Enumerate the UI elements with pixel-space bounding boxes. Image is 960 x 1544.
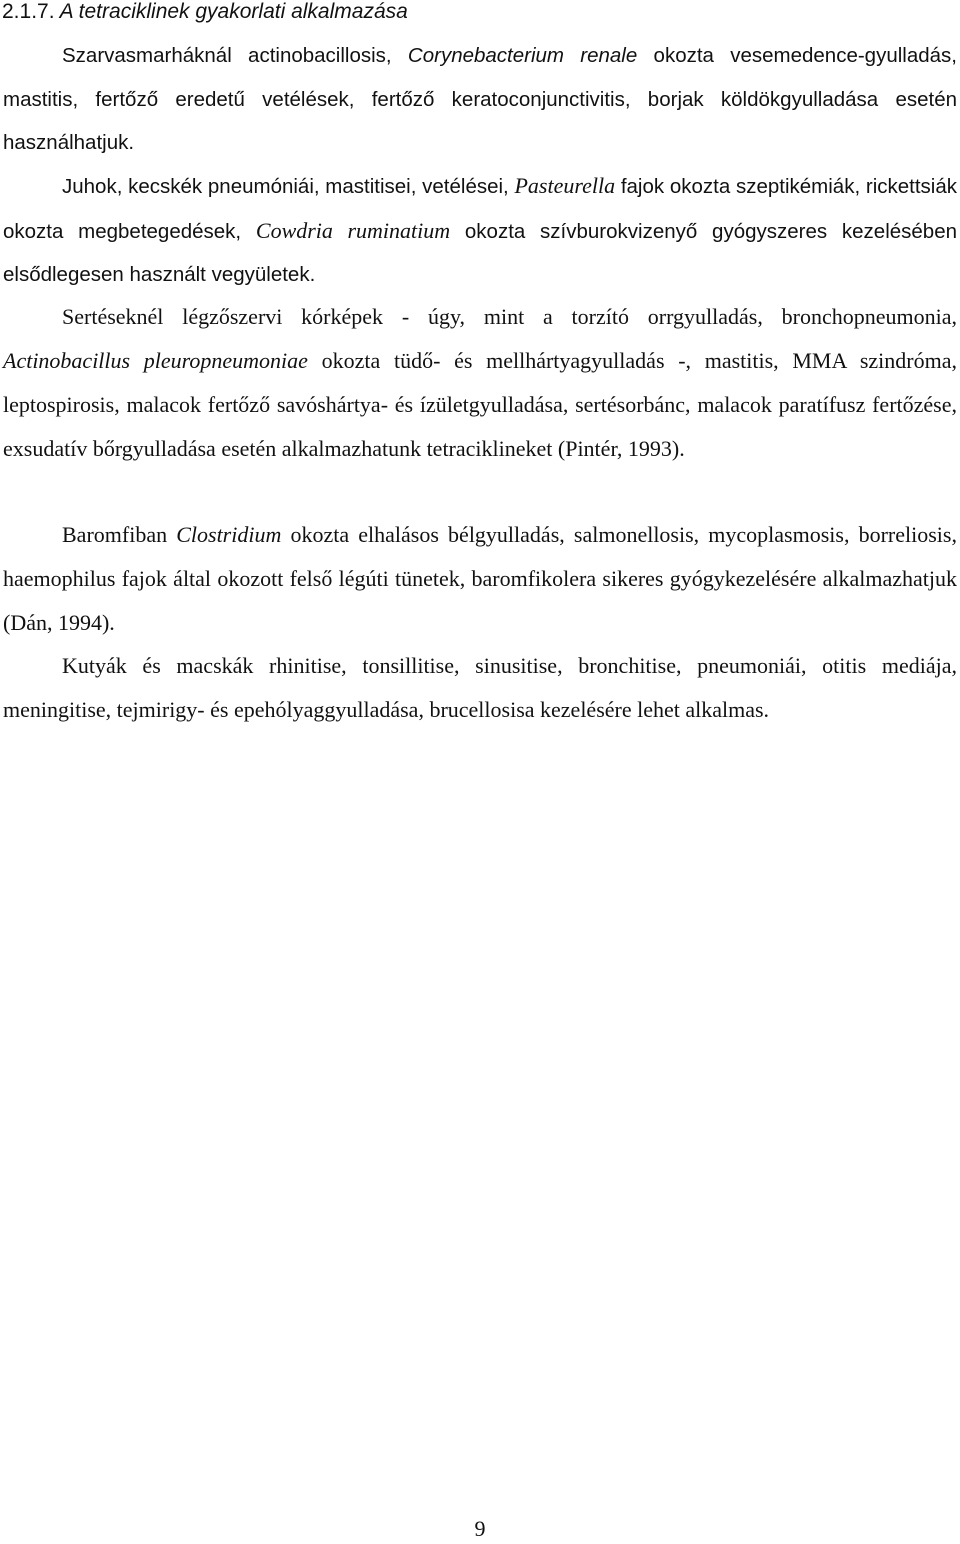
section-title: A tetraciklinek gyakorlati alkalmazása xyxy=(59,0,408,23)
page-number: 9 xyxy=(474,1516,486,1541)
text-run: Sertéseknél légzőszervi kórképek - úgy, mint a torzító orrgyulladás, bronchopneumonia, xyxy=(62,304,957,329)
section-heading xyxy=(2,0,408,26)
paragraph-sheep-goats xyxy=(3,164,957,297)
italic-term: Pasteurella xyxy=(514,173,616,198)
text-run: Szarvasmarháknál actinobacillosis, xyxy=(62,44,408,67)
italic-term: Actinobacillus pleuropneumoniae xyxy=(3,348,308,373)
text-run: fajok okozta szeptikémiák, rickettsiák okozta megbetegedések, xyxy=(3,175,958,243)
italic-term: Corynebacterium renale xyxy=(407,44,638,67)
text-run: okozta elhalásos bélgyulladás, salmonellosis, mycoplasmosis, borreliosis, haemophilus fajok által okozott felső légúti tünetek, baromfikolera sikeres gyógykezelésére alkalmazhatjuk (Dán, 1994). xyxy=(3,522,957,635)
text-run: okozta tüdő- és mellhártyagyulladás -, mastitis, MMA szindróma, leptospirosis, malacok fertőző savóshártya- és ízületgyulladása, sertésorbánc, malacok paratífusz fertőzése, exsudatív bőrgyulladása esetén alkalmazhatunk tetraciklineket (Pintér, 1993). xyxy=(3,348,957,461)
paragraph-poultry xyxy=(3,513,957,645)
italic-term: Cowdria ruminatium xyxy=(255,217,451,243)
text-run: Baromfiban xyxy=(62,522,177,547)
section-number: 2.1.7. xyxy=(2,0,55,23)
text-run: Kutyák és macskák rhinitise, tonsillitise, sinusitise, bronchitise, pneumoniái, otitis mediája, meningitise, tejmirigy- és epehólyaggyulladása, brucellosisa kezelésére lehet alkalmas. xyxy=(3,653,957,722)
text-run: okozta szívburokvizenyő gyógyszeres kezelésében elsődlegesen használt vegyületek. xyxy=(3,219,957,286)
paragraph-dogs-cats xyxy=(3,644,957,732)
text-run: Juhok, kecskék pneumóniái, mastitisei, vetélései, xyxy=(62,175,515,198)
paragraph-cattle xyxy=(3,34,957,165)
paragraph-pigs xyxy=(3,295,957,471)
text-run: okozta vesemedence-gyulladás, mastitis, fertőző eredetű vetélések, fertőző keratoconjunctivitis, borjak köldökgyulladása esetén használhatjuk. xyxy=(3,44,957,154)
italic-term: Clostridium xyxy=(176,522,282,547)
